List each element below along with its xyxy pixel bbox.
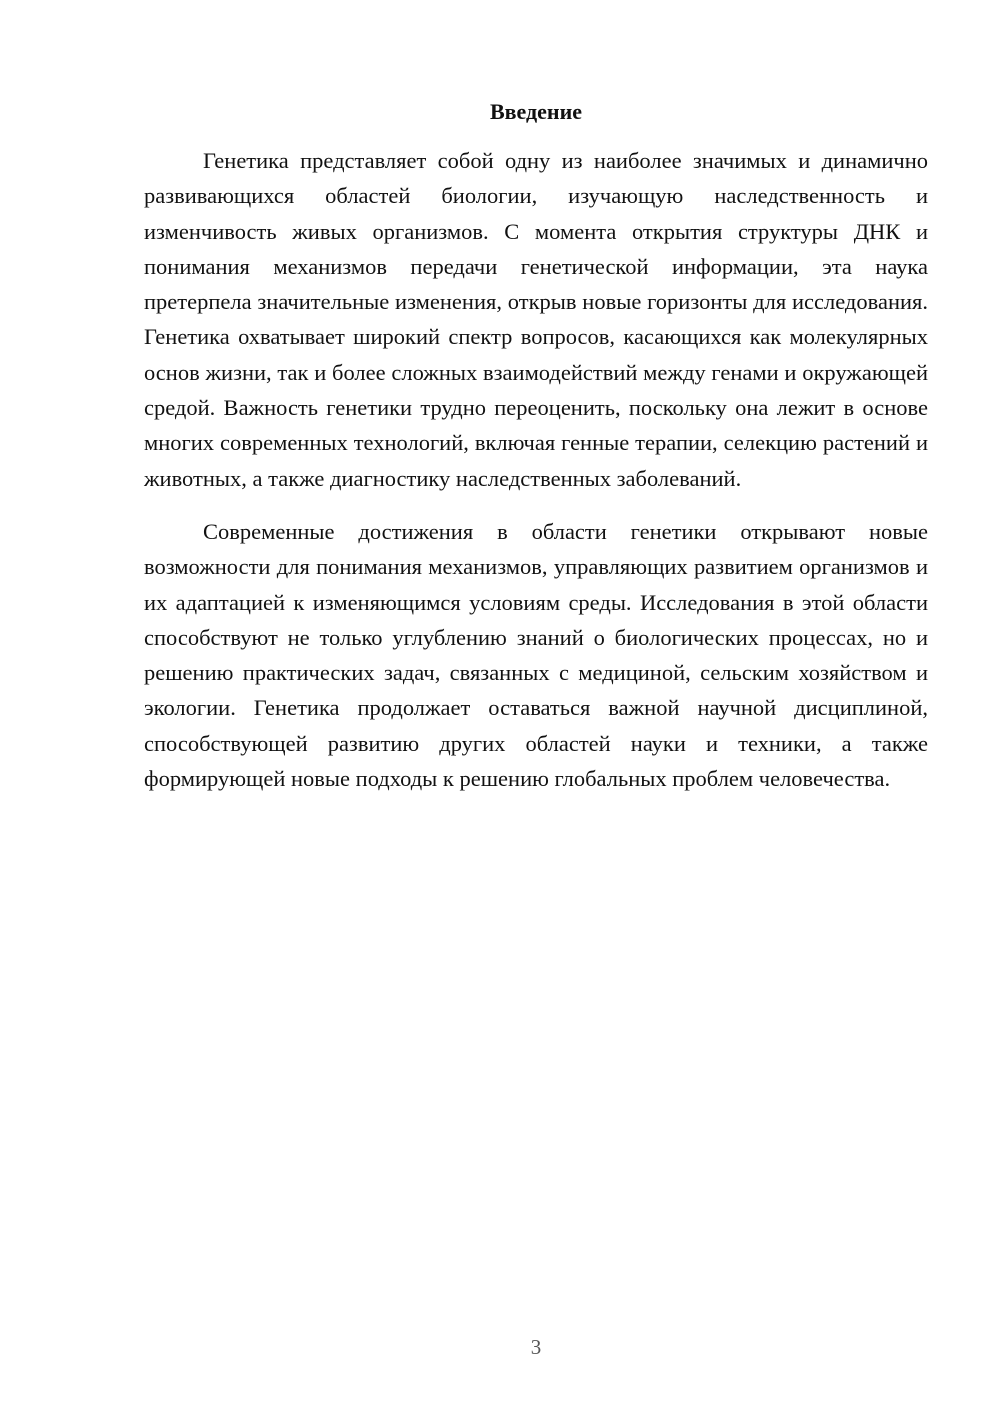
paragraph-2: Современные достижения в области генетики открывают новые возможности для понимания механизмов, управляющих развитием организмов и их адаптацией к изменяющимся условиям среды. Исследования в этой области способствуют не только углублению знаний о биологических процессах, но и решению практических задач, связанных с медициной, сельским хозяйством и экологии. Генетика продолжает оставаться важной научной дисциплиной, способствующей развитию других областей науки и техники, а также формирующей новые подходы к решению глобальных проблем человечества.: [144, 518, 928, 792]
paragraph-1: Генетика представляет собой одну из наиболее значимых и динамично развивающихся областей биологии, изучающую наследственность и изменчивость живых организмов. С момента открытия структуры ДНК и понимания механизмов передачи генетической информации, эта наука претерпела значительные изменения, открыв новые горизонты для исследования. Генетика охватывает широкий спектр вопросов, касающихся как молекулярных основ жизни, так и более сложных взаимодействий между генами и окружающей средой. Важность генетики трудно переоценить, поскольку она лежит в основе многих современных технологий, включая генные терапии, селекцию растений и животных, а также диагностику наследственных заболеваний.: [144, 148, 928, 491]
page-title: Введение: [489, 99, 583, 124]
page-number: 3: [530, 1335, 542, 1359]
document-body: [144, 143, 928, 796]
